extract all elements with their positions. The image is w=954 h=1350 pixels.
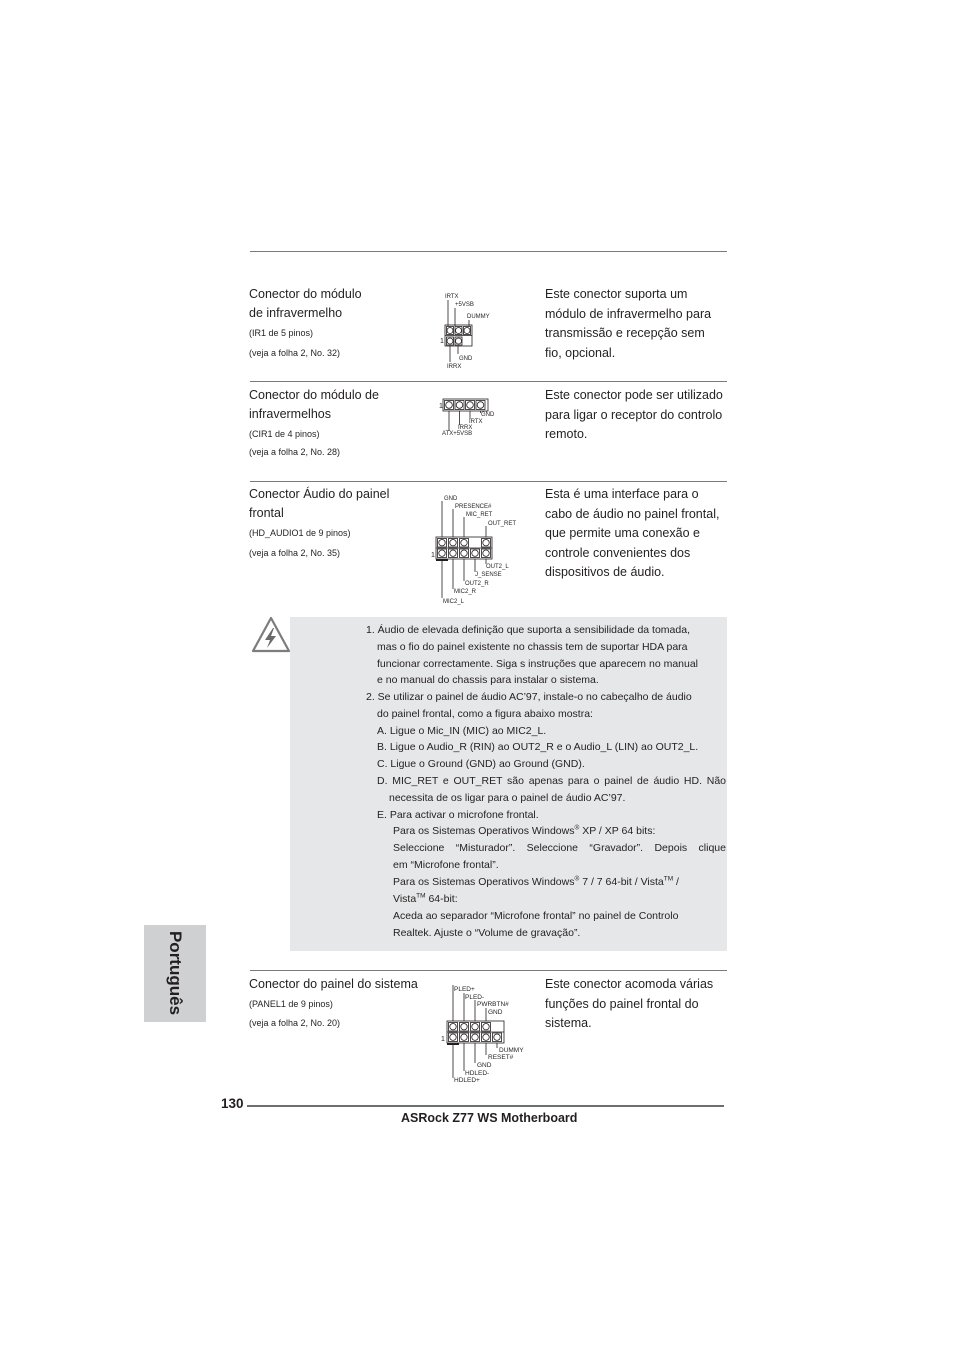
panel1-title: Conector do painel do sistema [249, 977, 418, 991]
note-line: mas o fio do painel existente no chassis tem de suportar HDA para [377, 641, 688, 653]
panel1-label-1: 1 [441, 1036, 445, 1043]
hdaudio-pin-diagram [428, 490, 524, 608]
cir1-title-line2: infravermelhos [249, 407, 331, 421]
note-text-run: XP / XP 64 bits: [579, 825, 656, 837]
hdaudio-label-mic2r: MIC2_R [454, 589, 477, 595]
ir1-desc-line: transmissão e recepção sem [545, 326, 705, 340]
note-text-run: Vista [393, 893, 417, 905]
note-line: funcionar correctamente. Siga s instruções que aparecem no manual [377, 658, 699, 670]
note-line: D. MIC_RET e OUT_RET são apenas para o painel de áudio HD. Não [377, 775, 726, 787]
cir1-desc-line: para ligar o receptor do controlo [545, 407, 723, 422]
note-line: E. Para activar o microfone frontal. [377, 809, 539, 821]
footer-rule [247, 1105, 724, 1107]
panel1-label-pwrbtn: PWRBTN# [477, 1001, 509, 1008]
hdaudio-label-mic2l: MIC2_L [443, 599, 465, 605]
divider-3 [250, 970, 727, 971]
hdaudio-label-gnd: GND [444, 496, 458, 502]
note-line: A. Ligue o Mic_IN (MIC) ao MIC2_L. [377, 725, 547, 737]
panel1-label-reset: RESET# [488, 1054, 514, 1061]
registered-mark: ® [574, 824, 580, 832]
cir1-pins: (CIR1 de 4 pinos) [249, 429, 320, 439]
note-line: em “Microfone frontal”. [393, 859, 499, 871]
ir1-desc-line: Este conector suporta um [545, 287, 688, 301]
hdaudio-description [545, 485, 730, 583]
note-line [393, 874, 679, 891]
footer-title: ASRock Z77 WS Motherboard [401, 1111, 578, 1125]
warning-lightning-icon [250, 615, 292, 655]
ir1-label-gnd: GND [459, 356, 473, 362]
hdaudio-title-line1: Conector Áudio do painel [249, 487, 390, 501]
note-line: Seleccione “Misturador”. Seleccione “Gravador”. Depois clique [393, 842, 726, 854]
cir1-desc-line: remoto. [545, 427, 588, 441]
panel1-pins: (PANEL1 de 9 pinos) [249, 999, 333, 1009]
panel1-label-dummy: DUMMY [499, 1047, 524, 1054]
hdaudio-label-micret: MIC_RET [466, 512, 493, 518]
hdaudio-label-outret: OUT_RET [488, 521, 517, 527]
note-text-run: / [673, 876, 679, 888]
ir1-ref: (veja a folha 2, No. 32) [249, 348, 341, 358]
hdaudio-desc-line: controle convenientes dos [545, 545, 691, 560]
note-line [393, 823, 655, 840]
panel1-label-pledm: PLED- [465, 994, 485, 1001]
note-text-run: Para os Sistemas Operativos Windows [393, 876, 575, 888]
cir1-title-line1: Conector do módulo de [249, 388, 379, 402]
note-line: Aceda ao separador “Microfone frontal” no painel de Controlo [393, 910, 679, 922]
hdaudio-desc-line: Esta é uma interface para o [545, 487, 699, 501]
panel1-label-hdledp: HDLED+ [454, 1077, 480, 1084]
hdaudio-ref: (veja a folha 2, No. 35) [249, 548, 341, 558]
cir1-label-atx5vsb: ATX+5VSB [442, 431, 473, 437]
ir1-desc-line: módulo de infravermelho para [545, 306, 712, 321]
language-side-label: Português [166, 930, 185, 1016]
note-text-run: 7 / 7 64-bit / Vista [579, 876, 664, 888]
hdaudio-desc-line: dispositivos de áudio. [545, 565, 665, 579]
divider-2 [250, 481, 727, 482]
note-line: B. Ligue o Audio_R (RIN) ao OUT2_R e o Audio_L (LIN) ao OUT2_L. [377, 741, 699, 753]
note-line: 1. Áudio de elevada definição que suporta a sensibilidade da tomada, [366, 624, 690, 636]
hdaudio-label-1: 1 [431, 552, 435, 559]
cir1-label-gnd: GND [481, 412, 495, 418]
hdaudio-label-out2l: OUT2_L [486, 564, 509, 570]
ir1-label-irtx: IRTX [445, 294, 459, 300]
hdaudio-pins: (HD_AUDIO1 de 9 pinos) [249, 528, 351, 538]
ir1-label-dummy: DUMMY [467, 314, 490, 320]
note-line [393, 891, 458, 908]
top-rule [250, 251, 727, 252]
ir1-label-1: 1 [440, 338, 444, 345]
panel1-desc-line: Este conector acomoda várias [545, 977, 714, 991]
cir1-desc-line: Este conector pode ser utilizado [545, 388, 723, 402]
panel1-label-gnd-bottom: GND [477, 1062, 492, 1069]
cir1-label-irrx: IRRX [458, 425, 473, 431]
cir1-ref: (veja a folha 2, No. 28) [249, 447, 341, 457]
note-line: 2. Se utilizar o painel de áudio AC’97, instale-o no cabeçalho de áudio [366, 691, 692, 703]
panel1-desc-line: sistema. [545, 1016, 592, 1030]
panel1-description [545, 975, 730, 1034]
ir1-desc-line: fio, opcional. [545, 345, 616, 360]
ir1-label-5vsb: +5VSB [455, 302, 474, 308]
panel1-ref: (veja a folha 2, No. 20) [249, 1018, 341, 1028]
ir1-label-irrx: IRRX [447, 364, 462, 370]
ir1-title-line2: de infravermelho [249, 306, 343, 320]
hdaudio-label-out2r: OUT2_R [465, 581, 489, 587]
ir1-pin-diagram [436, 288, 506, 372]
hdaudio-desc-line: que permite uma conexão e [545, 526, 700, 540]
ir1-title-line1: Conector do módulo [249, 287, 362, 301]
registered-mark: ® [574, 875, 580, 883]
panel1-pin-diagram [438, 982, 530, 1084]
trademark-mark: TM [416, 892, 426, 900]
cir1-pin-diagram [436, 396, 506, 440]
note-text-run: Para os Sistemas Operativos Windows [393, 825, 575, 837]
note-line: C. Ligue o Ground (GND) ao Ground (GND). [377, 758, 585, 770]
panel1-label-hdledm: HDLED- [465, 1070, 490, 1077]
hdaudio-label-jsense: J_SENSE [475, 572, 502, 578]
hdaudio-label-presence: PRESENCE# [455, 504, 492, 510]
trademark-mark: TM [663, 875, 674, 883]
cir1-description [545, 386, 735, 445]
cir1-label-irtx: IRTX [469, 419, 483, 425]
divider-1 [250, 381, 727, 382]
ir1-description [545, 285, 730, 363]
ir1-pins: (IR1 de 5 pinos) [249, 328, 314, 338]
note-line: do painel frontal, como a figura abaixo mostra: [377, 708, 593, 720]
panel1-label-gnd-top: GND [488, 1009, 503, 1016]
panel1-label-pledp: PLED+ [454, 986, 475, 993]
note-line: Realtek. Ajuste o “Volume de gravação”. [393, 927, 581, 939]
panel1-desc-line: funções do painel frontal do [545, 996, 699, 1011]
cir1-label-1: 1 [439, 403, 443, 410]
note-text-run: 64-bit: [425, 893, 458, 905]
note-line: necessita de os ligar para o painel de áudio AC’97. [389, 792, 626, 804]
hdaudio-title-line2: frontal [249, 506, 284, 520]
note-line: e no manual do chassis para instalar o sistema. [377, 674, 599, 686]
page-number: 130 [221, 1096, 244, 1111]
hdaudio-desc-line: cabo de áudio no painel frontal, [545, 506, 720, 521]
